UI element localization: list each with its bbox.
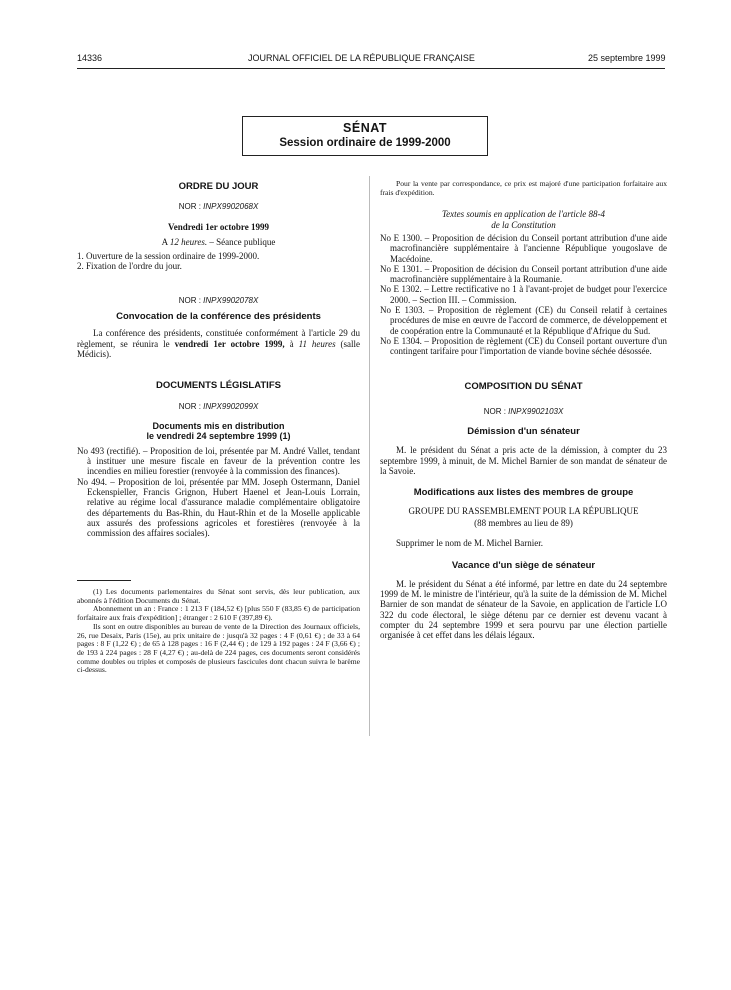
nor-code: INPX9902099X [203,401,259,411]
convocation-text-a: La conférence des présidents, constituée conformément à l'article 29 du règlement, se réunira le [77,328,360,349]
demission-text: M. le président du Sénat a pris acte de la démission, à compter du 23 septembre 1999, à minuit, de M. Michel Barnier de son mandat de sénateur de la Savoie. [380,445,667,477]
modif-heading: Modifications aux listes des membres de groupe [413,487,634,499]
nor-line [77,402,360,412]
texte-entry: No E 1301. – Proposition de décision du Conseil portant attribution d'une aide macrofinancière supplémentaire à la Roumanie. [380,263,667,285]
vacance-heading: Vacance d'un siège de sénateur [451,559,596,571]
nor-label: NOR : [178,401,201,411]
seance-time [77,237,360,247]
convocation-text-b: à [289,338,294,349]
convocation-text [77,328,360,359]
journal-title: JOURNAL OFFICIEL DE LA RÉPUBLIQUE FRANÇAISE [248,53,475,63]
time-suffix: – Séance publique [209,236,276,247]
textes-heading [380,209,667,230]
time-prefix: A [161,236,168,247]
textes-heading-line: Textes soumis en application de l'article 88-4 [441,209,606,220]
vente-correspondance: Pour la vente par correspondance, ce prix est majoré d'une participation forfaitaire aux frais d'expédition. [380,179,667,197]
documents-subheading-line: le vendredi 24 septembre 1999 (1) [146,430,291,441]
time-hours: 12 heures. [169,236,208,247]
session-date: Vendredi 1er octobre 1999 [168,221,269,232]
issue-date: 25 septembre 1999 [588,53,666,63]
document-entry: No 494. – Proposition de loi, présentée par MM. Joseph Ostermann, Daniel Eckenspieller, Francis Grignon, Hubert Haenel et Jean-Louis Lorrain, relative au régime local d'assurance maladie complémentaire obligatoire des départements du Bas-Rhin, du Haut-Rhin et de la Moselle applicable aux assurés des professions agricoles et forestières (renvoyée à la commission des affaires sociales). [77,476,360,539]
nor-label: NOR : [483,406,506,416]
groupe-name: GROUPE DU RASSEMBLEMENT POUR LA RÉPUBLIQUE [408,505,639,516]
nor-line [77,202,360,212]
page-number: 14336 [77,53,103,63]
vacance-text: M. le président du Sénat a été informé, par lettre en date du 24 septembre 1999 de M. le ministre de l'intérieur, qu'à la suite de la démission de M. Michel Barnier de son mandat de sénateur de la Savoie, en application de l'article LO 322 du code électoral, le siège détenu par ce dernier est devenu vacant à compter du 24 septembre 1999 et sera pourvu par une élection partielle organisée à cet effet dans les délais légaux. [380,578,667,641]
convocation-date: vendredi 1er octobre 1999, [174,338,285,349]
left-column [77,182,360,539]
nor-code: INPX9902078X [203,295,259,305]
senate-title-box [242,116,488,156]
composition-heading: COMPOSITION DU SÉNAT [464,380,583,392]
groupe-count: (88 membres au lieu de 89) [474,517,573,528]
convocation-heading: Convocation de la conférence des présidents [116,311,321,323]
agenda-item: 2. Fixation de l'ordre du jour. [77,261,182,272]
footnote-rule [77,580,131,581]
supprimer-text: Supprimer le nom de M. Michel Barnier. [396,538,543,549]
textes-heading-line: de la Constitution [491,219,556,230]
textes-list [380,233,667,357]
column-divider [369,176,370,736]
nor-label: NOR : [178,295,201,305]
footnote-1: (1) Les documents parlementaires du Sénat sont servis, dès leur publication, aux abonnés à l'édition Documents du Sénat. [77,587,360,605]
right-column [380,180,667,641]
texte-entry: No E 1303. – Proposition de règlement (CE) du Conseil relatif à certaines procédures de mise en œuvre de l'accord de commerce, de développement et de coopération entre la Communauté et la République d'Afrique du Sud. [380,305,667,336]
nor-line [380,407,667,417]
nor-line [77,296,360,306]
documents-list [77,446,360,539]
footnote-abonnement: Abonnement un an : France : 1 213 F (184,52 €) [plus 550 F (83,85 €) de participation forfaitaire aux frais d'expédition] ; étranger : 2 610 F (397,89 €). [77,604,360,623]
nor-code: INPX9902103X [508,406,564,416]
footnote-vente: Ils sont en outre disponibles au bureau de vente de la Direction des Journaux officiels, 26, rue Desaix, Paris (15e), au prix unitaire de : jusqu'à 32 pages : 4 F (0,61 €) ; de 33 à 64 pages : 8 F (1,22 €) ; de 65 à 128 pages : 16 F (2,44 €) ; de 129 à 192 pages : 24 F (3,66 €) ; de 193 à 224 pages : 28 F (4,27 €) ; au-delà de 224 pages, ces documents seront considérés comme doubles ou triples et composés de plusieurs fascicules dont chacun suivra le barème ci-dessus. [77,621,360,675]
convocation-hours: 11 heures [298,338,336,349]
texte-entry: No E 1300. – Proposition de décision du Conseil portant attribution d'une aide macrofinancière supplémentaire à l'ancienne République yougoslave de Macédoine. [380,233,667,264]
texte-entry: No E 1302. – Lettre rectificative no 1 à l'avant-projet de budget pour l'exercice 2000. – Section III. – Commission. [380,284,667,305]
demission-heading: Démission d'un sénateur [467,426,580,438]
session-title: Session ordinaire de 1999-2000 [279,137,451,149]
nor-code: INPX9902068X [203,202,259,212]
ordre-du-jour-heading: ORDRE DU JOUR [178,181,259,192]
nor-label: NOR : [178,202,201,212]
footnotes [77,588,360,675]
documents-subheading-line: Documents mis en distribution [152,420,285,431]
agenda-item: 1. Ouverture de la session ordinaire de 1999-2000. [77,251,260,262]
documents-subheading [77,421,360,441]
convocation-text-c: (salle Médicis). [77,338,361,359]
texte-entry: No E 1304. – Proposition de règlement (CE) du Conseil portant ouverture d'un contingent tarifaire pour l'importation de viande bovine séchée désossée. [380,335,667,357]
agenda-list [77,251,360,272]
senate-title: SÉNAT [343,121,387,135]
documents-heading: DOCUMENTS LÉGISLATIFS [156,380,281,392]
document-entry: No 493 (rectifié). – Proposition de loi, présentée par M. André Vallet, tendant à instituer une mesure fiscale en faveur de la prévention contre les incendies en milieu forestier (renvoyée à la commission des finances). [77,445,360,477]
header-rule [77,68,665,69]
